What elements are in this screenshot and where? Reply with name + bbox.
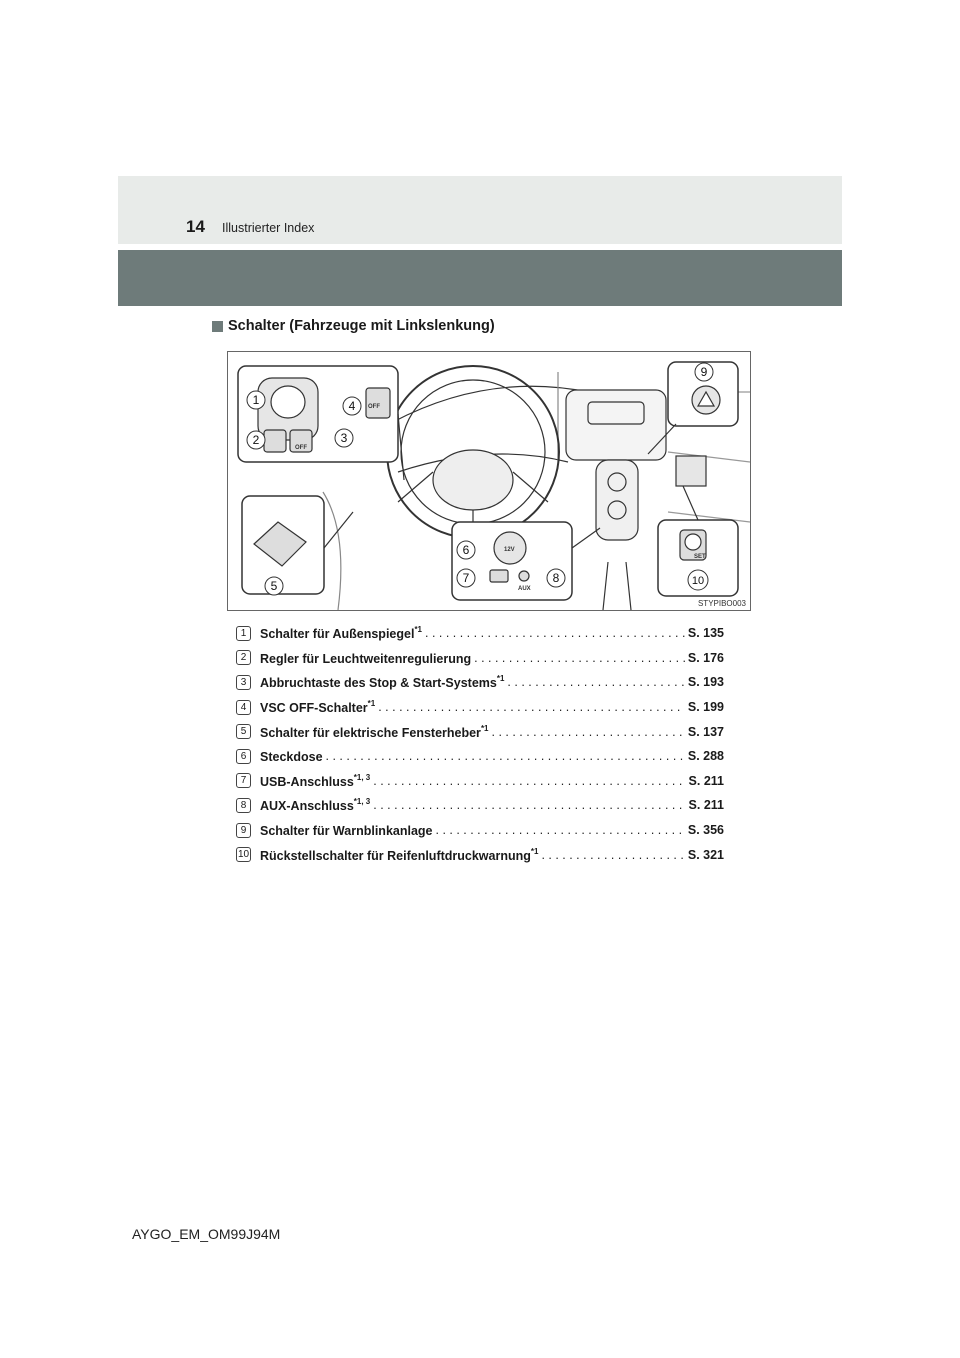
item-number: 1 bbox=[236, 626, 251, 641]
leader-dots bbox=[492, 725, 685, 739]
item-footnote-ref: *1, 3 bbox=[353, 772, 371, 782]
item-label-text: VSC OFF-Schalter bbox=[260, 701, 368, 716]
item-footnote-ref: *1 bbox=[367, 699, 376, 709]
callout-6: 6 bbox=[462, 543, 470, 557]
item-page-ref[interactable]: S. 356 bbox=[687, 823, 724, 838]
item-label-text: USB-Anschluss bbox=[260, 774, 354, 789]
stop-start-off-label: OFF bbox=[295, 445, 307, 451]
callout-3: 3 bbox=[340, 431, 348, 445]
chapter-band bbox=[118, 250, 842, 306]
item-number: 10 bbox=[237, 849, 250, 861]
item-page-ref[interactable]: S. 193 bbox=[687, 675, 724, 690]
item-label-text: Rückstellschalter für Reifenluftdruckwarnung bbox=[260, 848, 531, 863]
item-number: 8 bbox=[236, 798, 251, 813]
list-item bbox=[236, 818, 724, 843]
list-item bbox=[236, 670, 724, 695]
item-label bbox=[260, 847, 538, 863]
leader-dots bbox=[326, 749, 685, 763]
leader-dots bbox=[378, 700, 685, 714]
aux-port-label: AUX bbox=[518, 586, 531, 592]
bullet-square-icon bbox=[212, 321, 223, 332]
subheading-text: Schalter (Fahrzeuge mit Linkslenkung) bbox=[228, 318, 495, 334]
item-label-text: Abbruchtaste des Stop & Start-Systems bbox=[260, 676, 497, 691]
item-label bbox=[260, 724, 489, 740]
item-label bbox=[260, 797, 370, 813]
list-item bbox=[236, 793, 724, 818]
item-number: 2 bbox=[236, 650, 251, 665]
leader-dots bbox=[541, 848, 684, 862]
list-item bbox=[236, 646, 724, 671]
item-label bbox=[260, 773, 370, 789]
leader-dots bbox=[373, 774, 685, 788]
item-page-ref[interactable]: S. 321 bbox=[687, 847, 724, 862]
item-number: 9 bbox=[236, 823, 251, 838]
item-footnote-ref: *1 bbox=[480, 723, 489, 733]
callout-1: 1 bbox=[252, 393, 260, 407]
item-page-ref[interactable]: S. 137 bbox=[687, 724, 724, 739]
item-label bbox=[260, 674, 504, 690]
list-item bbox=[236, 769, 724, 794]
leader-dots bbox=[425, 626, 685, 640]
item-number: 4 bbox=[236, 700, 251, 715]
item-footnote-ref: *1 bbox=[414, 625, 422, 635]
callout-9: 9 bbox=[700, 365, 708, 379]
leader-dots bbox=[373, 798, 685, 812]
item-page-ref[interactable]: S. 211 bbox=[688, 773, 724, 788]
item-label bbox=[260, 699, 375, 715]
item-number: 3 bbox=[236, 675, 251, 690]
leader-dots bbox=[507, 675, 684, 689]
item-number: 7 bbox=[236, 773, 251, 788]
callout-2: 2 bbox=[252, 433, 260, 447]
dashboard-illustration bbox=[227, 351, 751, 611]
dashboard-drawing bbox=[228, 352, 750, 610]
callout-5: 5 bbox=[270, 579, 278, 593]
item-label-text: Steckdose bbox=[260, 750, 323, 765]
footer-doc-code: AYGO_EM_OM99J94M bbox=[132, 1226, 281, 1242]
item-label-text: Schalter für Warnblinkanlage bbox=[260, 824, 433, 839]
callout-8: 8 bbox=[552, 571, 560, 585]
list-item bbox=[236, 744, 724, 769]
item-label-text: AUX-Anschluss bbox=[260, 799, 354, 814]
item-page-ref[interactable]: S. 176 bbox=[687, 650, 724, 665]
item-label-text: Schalter für Außenspiegel bbox=[260, 627, 415, 642]
callout-10: 10 bbox=[691, 575, 705, 587]
leader-dots bbox=[436, 823, 685, 837]
subheading bbox=[212, 318, 495, 334]
item-number: 5 bbox=[236, 724, 251, 739]
index-list bbox=[236, 621, 724, 867]
list-item bbox=[236, 695, 724, 720]
callout-4: 4 bbox=[348, 399, 356, 413]
item-page-ref[interactable]: S. 288 bbox=[687, 749, 724, 764]
callout-7: 7 bbox=[462, 571, 470, 585]
socket-12v-label: 12V bbox=[504, 547, 515, 553]
list-item bbox=[236, 842, 724, 867]
item-label bbox=[260, 650, 471, 666]
item-footnote-ref: *1 bbox=[530, 846, 539, 856]
item-number: 6 bbox=[236, 749, 251, 764]
tpms-set-label: SET bbox=[694, 554, 706, 560]
item-footnote-ref: *1 bbox=[496, 674, 505, 684]
page-number: 14 bbox=[186, 217, 205, 236]
vsc-off-switch-label: OFF bbox=[368, 404, 380, 410]
item-page-ref[interactable]: S. 135 bbox=[687, 626, 724, 641]
figure-code: STYPIBO003 bbox=[697, 599, 746, 608]
item-label-text: Schalter für elektrische Fensterheber bbox=[260, 725, 481, 740]
item-label bbox=[260, 625, 422, 641]
section-title: Illustrierter Index bbox=[222, 221, 315, 235]
list-item bbox=[236, 621, 724, 646]
item-label bbox=[260, 822, 433, 838]
leader-dots bbox=[474, 651, 685, 665]
item-footnote-ref: *1, 3 bbox=[353, 797, 371, 807]
item-page-ref[interactable]: S. 211 bbox=[688, 798, 724, 813]
item-page-ref[interactable]: S. 199 bbox=[687, 700, 724, 715]
list-item bbox=[236, 719, 724, 744]
item-label bbox=[260, 748, 323, 764]
item-label-text: Regler für Leuchtweitenregulierung bbox=[260, 651, 472, 666]
